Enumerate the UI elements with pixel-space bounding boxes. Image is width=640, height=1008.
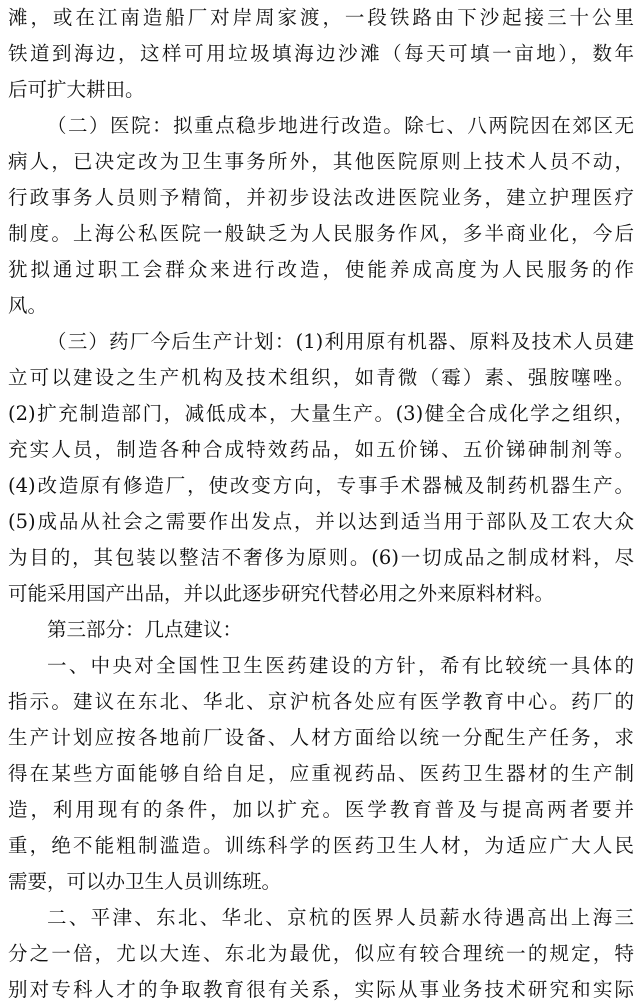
text-line: 别对专科人才的争取教育很有关系，实际从事业务技术研究和实际 bbox=[8, 978, 634, 1001]
section-heading bbox=[8, 612, 634, 648]
text-line: (5)成品从社会之需要作出发点，并以达到适当用于部队及工农大众 bbox=[8, 510, 634, 533]
paragraph bbox=[8, 0, 634, 108]
text-line: （二）医院：拟重点稳步地进行改造。除七、八两院因在郊区无 bbox=[47, 114, 634, 137]
text-line: 可能采用国产出品，并以此逐步研究代替必用之外来原料材料。 bbox=[8, 582, 555, 605]
text-line: (2)扩充制造部门，减低成本，大量生产。(3)健全合成化学之组织， bbox=[8, 402, 634, 425]
text-line: 为目的，其包装以整洁不奢侈为原则。(6)一切成品之制成材料，尽 bbox=[8, 546, 634, 569]
paragraph-hospital bbox=[8, 108, 634, 324]
section-title: 第三部分：几点建议： bbox=[47, 618, 243, 641]
text-line: 风。 bbox=[8, 294, 48, 317]
text-line: 需要，可以办卫生人员训练班。 bbox=[8, 870, 282, 893]
text-line: 重，绝不能粗制滥造。训练科学的医药卫生人材，为适应广大人民 bbox=[8, 834, 634, 857]
text-line: 生产计划应按各地前厂设备、人材方面给以统一分配生产任务，求 bbox=[8, 726, 634, 749]
paragraph-suggestion-2 bbox=[8, 900, 634, 1008]
text-line: 铁道到海边，这样可用垃圾填海边沙滩（每天可填一亩地），数年 bbox=[8, 42, 634, 65]
text-line: 制度。上海公私医院一般缺乏为人民服务作风，多半商业化，今后 bbox=[8, 222, 634, 245]
text-line: 指示。建议在东北、华北、京沪杭各处应有医学教育中心。药厂的 bbox=[8, 690, 634, 713]
paragraph-pharmacy bbox=[8, 324, 634, 612]
text-line: 充实人员，制造各种合成特效药品，如五价锑、五价锑砷制剂等。 bbox=[8, 438, 634, 461]
text-line: 立可以建设之生产机构及技术组织，如青微（霉）素、强胺噻唑。 bbox=[8, 366, 634, 389]
document-page bbox=[8, 0, 634, 1008]
paragraph-suggestion-1 bbox=[8, 648, 634, 900]
text-line: 犹拟通过职工会群众来进行改造，使能养成高度为人民服务的作 bbox=[8, 258, 634, 281]
text-line: 行政事务人员则予精简，并初步设法改进医院业务，建立护理医疗 bbox=[8, 186, 634, 209]
text-line: 造，利用现有的条件，加以扩充。医学教育普及与提高两者要并 bbox=[8, 798, 634, 821]
text-line: 二、平津、东北、华北、京杭的医界人员薪水待遇高出上海三 bbox=[47, 906, 634, 929]
text-line: 一、中央对全国性卫生医药建设的方针，希有比较统一具体的 bbox=[47, 654, 634, 677]
text-line: 滩，或在江南造船厂对岸周家渡，一段铁路由下沙起接三十公里 bbox=[8, 6, 634, 29]
text-line: （三）药厂今后生产计划：(1)利用原有机器、原料及技术人员建 bbox=[47, 330, 634, 353]
text-line: 得在某些方面能够自给自足，应重视药品、医药卫生器材的生产制 bbox=[8, 762, 634, 785]
text-line: 后可扩大耕田。 bbox=[8, 78, 145, 101]
text-line: (4)改造原有修造厂，使改变方向，专事手术器械及制药机器生产。 bbox=[8, 474, 634, 497]
text-line: 病人，已决定改为卫生事务所外，其他医院原则上技术人员不动， bbox=[8, 150, 634, 173]
text-line: 分之一倍，尤以大连、东北为最优，似应有较合理统一的规定，特 bbox=[8, 942, 634, 965]
